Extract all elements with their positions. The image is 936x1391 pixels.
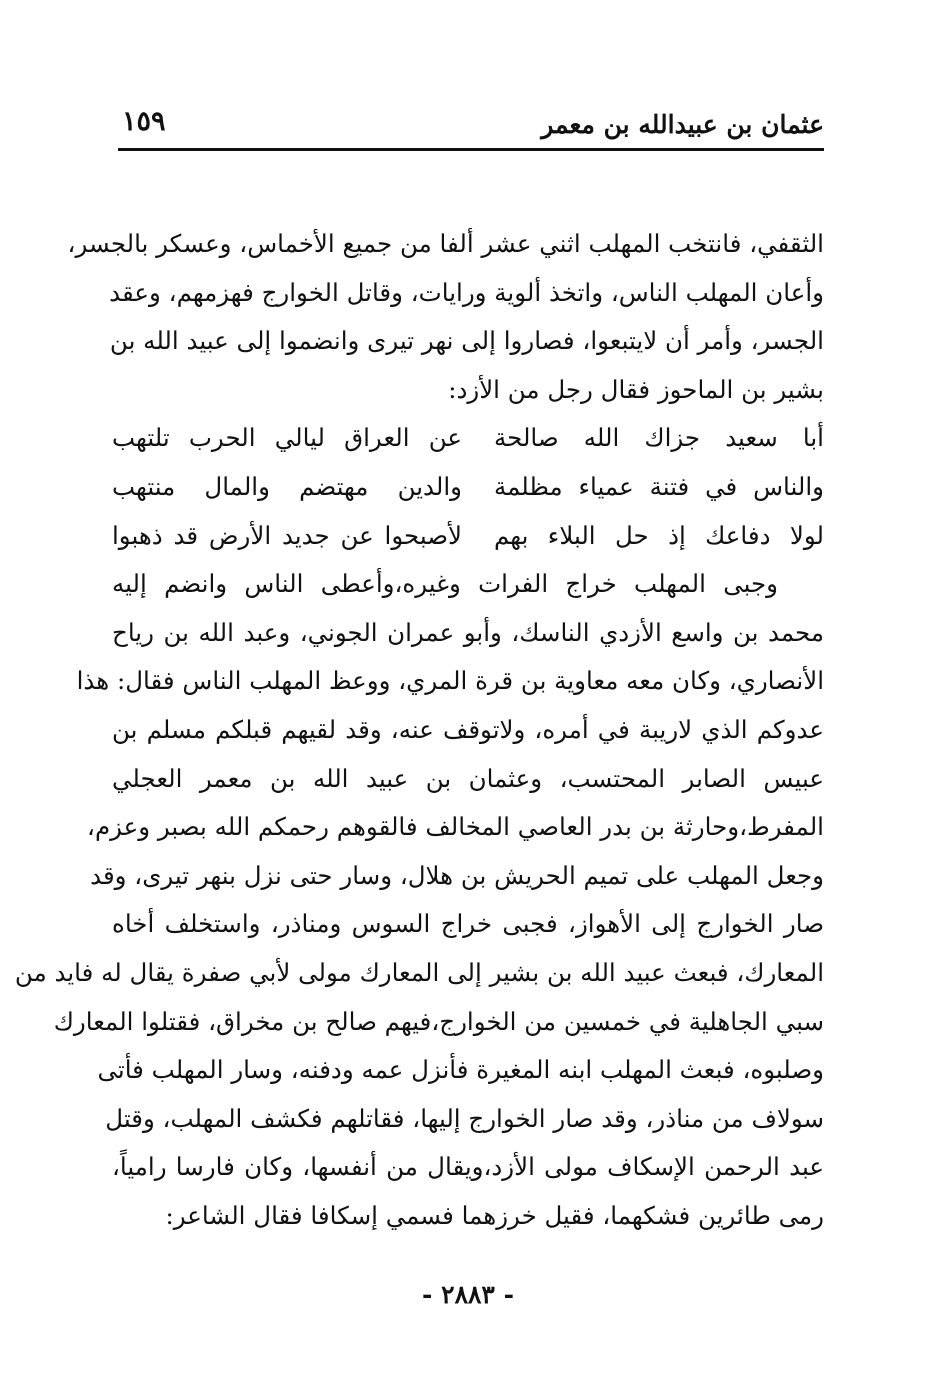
header-rule [118,148,824,151]
text-line: عدوكم الذي لاريبة في أمره، ولاتوقف عنه، وقد لقيهم قبلكم مسلم بن [112,714,824,744]
main-text [14,220,824,1240]
text-line: المعارك، فبعث عبيد الله بن بشير إلى المعارك مولى لأبي صفرة يقال له فايد من [14,957,824,987]
text-line: رمى طائرين فشكهما، فقيل خرزهما فسمي إسكافا فقال الشاعر: [165,1200,824,1230]
text-line: سبي الجاهلية في خمسين من الخوارج،فيهم صالح بن مخراق، فقتلوا المعارك [53,1006,824,1036]
text-line: صار الخوارج إلى الأهواز، فجبى خراج السوس ومناذر، واستخلف أخاه [112,909,824,939]
verse-second-hemistich: والدين مهتضم والمال منتهب [112,471,462,501]
text-line: بشير بن الماحوز فقال رجل من الأزد: [448,374,824,404]
verse-first-hemistich: والناس في فتنة عمياء مظلمة [494,471,824,501]
text-line: وأعان المهلب الناس، واتخذ ألوية ورايات، وقاتل الخوارج فهزمهم، وعقد [109,277,824,307]
header-title: عثمان بن عبيدالله بن معمر [541,110,824,139]
verse-line [112,414,824,463]
verse-line [112,463,824,512]
text-line: الجسر، وأمر أن لايتبعوا، فصاروا إلى نهر تيرى وانضموا إلى عبيد الله بن [109,326,824,356]
text-line: المفرط،وحارثة بن بدر العاصي المخالف فالقوهم رحمكم الله بصبر وعزم، [87,812,824,842]
paragraph-start-line: وجبى المهلب خراج الفرات وغيره،وأعطى الناس وانضم إليه [112,569,778,599]
text-line: الأنصاري، وكان معه معاوية بن قرة المري، ووعظ المهلب الناس فقال: هذا [76,666,824,696]
text-line: وجعل المهلب على تميم الحريش بن هلال، وسار حتى نزل بنهر تيرى، وقد [90,860,824,890]
text-line: عبيس الصابر المحتسب، وعثمان بن عبيد الله بن معمر العجلي [112,763,824,793]
verse-first-hemistich: أبا سعيد جزاك الله صالحة [494,423,824,453]
text-line: الثقفي، فانتخب المهلب اثني عشر ألفا من جميع الأخماس، وعسكر بالجسر، [67,229,824,258]
footer-page-number: - ٢٨٨٣ - [422,1280,514,1309]
verse-second-hemistich: عن العراق ليالي الحرب تلتهب [112,423,462,453]
header-page-number: ١٥٩ [122,106,166,137]
text-line: سولاف من مناذر، وقد صار الخوارج إليها، فقاتلهم فكشف المهلب، وقتل [105,1103,824,1133]
text-line: عبد الرحمن الإسكاف مولى الأزد،ويقال من أنفسها، وكان فارسا رامياً، [112,1152,824,1182]
verse-line [112,512,824,561]
verse-second-hemistich: لأصبحوا عن جديد الأرض قد ذهبوا [112,520,462,550]
text-line: وصلبوه، فبعث المهلب ابنه المغيرة فأنزل عمه ودفنه، وسار المهلب فأتى [97,1055,824,1085]
verse-first-hemistich: لولا دفاعك إذ حل البلاء بهم [494,520,824,550]
text-line: محمد بن واسع الأزدي الناسك، وأبو عمران الجوني، وعبد الله بن رياح [112,617,824,647]
running-header [118,104,824,150]
